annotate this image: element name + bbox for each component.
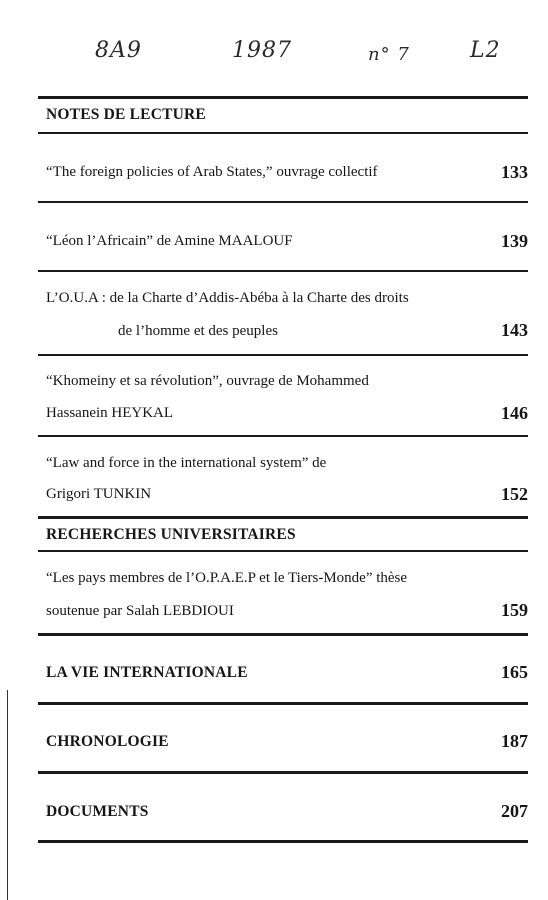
toc-entry-page: 152 — [501, 484, 528, 504]
toc-entry-page: 146 — [501, 403, 528, 423]
toc-entry-title: “Léon l’Africain” de Amine MAALOUF — [46, 233, 293, 249]
section-heading-vie-internationale: LA VIE INTERNATIONALE — [46, 664, 248, 681]
divider — [38, 840, 528, 843]
divider — [38, 132, 528, 134]
toc-entry-title-continued: Hassanein HEYKAL — [46, 405, 174, 421]
section-heading-documents: DOCUMENTS — [46, 803, 149, 820]
toc-entry-title: “Khomeiny et sa révolution”, ouvrage de Mohammed — [46, 373, 369, 389]
section-page: 187 — [501, 731, 528, 751]
toc-entry-page: 133 — [501, 162, 528, 182]
section-page: 207 — [501, 801, 528, 821]
toc-entry-title: L’O.U.A : de la Charte d’Addis-Abéba à la Charte des droits — [46, 290, 409, 306]
section-heading-notes: NOTES DE LECTURE — [46, 106, 206, 123]
divider — [38, 96, 528, 99]
handwritten-note-year: 1987 — [232, 38, 292, 63]
toc-entry-page: 159 — [501, 600, 528, 620]
section-heading-chronologie: CHRONOLOGIE — [46, 733, 169, 750]
toc-entry-title: “The foreign policies of Arab States,” ouvrage collectif — [46, 164, 378, 180]
toc-entry-title-continued: Grigori TUNKIN — [46, 486, 152, 502]
toc-entry-page: 139 — [501, 231, 528, 251]
divider — [38, 516, 528, 519]
handwritten-note-shelf: L2 — [470, 38, 501, 63]
divider — [38, 201, 528, 203]
toc-entry-title: “Law and force in the international system” de — [46, 455, 327, 471]
divider — [38, 633, 528, 636]
page-edge-line — [7, 690, 8, 900]
divider — [38, 354, 528, 356]
toc-entry-title: “Les pays membres de l’O.P.A.E.P et le Tiers-Monde” thèse — [46, 570, 408, 586]
toc-entry-title-continued: soutenue par Salah LEBDIOUI — [46, 603, 234, 619]
divider — [38, 270, 528, 272]
handwritten-note-code: 8A9 — [95, 38, 142, 63]
divider — [38, 435, 528, 437]
divider — [38, 702, 528, 705]
toc-entry-page: 143 — [501, 320, 528, 340]
handwritten-note-issue: n° 7 — [368, 44, 410, 65]
divider — [38, 771, 528, 774]
section-heading-research: RECHERCHES UNIVERSITAIRES — [46, 526, 296, 543]
toc-entry-title-continued: de l’homme et des peuples — [118, 323, 278, 339]
section-page: 165 — [501, 662, 528, 682]
divider — [38, 550, 528, 552]
